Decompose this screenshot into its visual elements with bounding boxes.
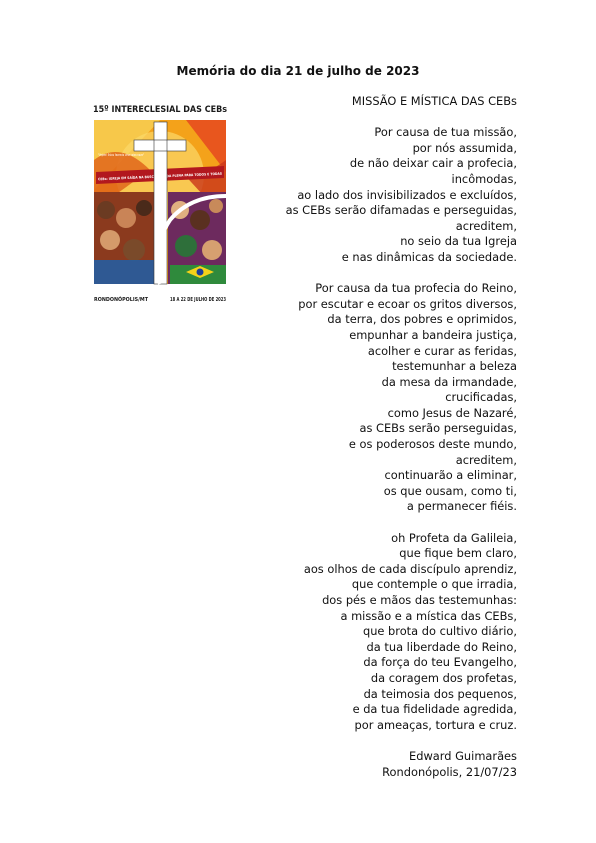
poem-stanza-2 [217,281,517,515]
signature-author: Edward Guimarães [409,748,517,763]
poem-line: de não deixar cair a profecia, [349,156,517,171]
poem-line: testemunhar a beleza [392,359,517,374]
poem-line: da força do teu Evangelho, [363,655,517,670]
poem-line: acolher e curar as feridas, [367,343,517,358]
poem-line: por escutar e ecoar os gritos diversos, [298,296,517,311]
poem-line: e os poderosos deste mundo, [348,437,517,452]
poem-line: por nós assumida, [412,140,517,155]
poster-quote: "Vejam! Estou fazendo uma coisa nova" [98,153,145,157]
poem-stanza-1 [217,125,517,265]
poem-line: por ameaças, tortura e cruz. [354,717,517,732]
poem-line: ao lado dos invisibilizados e excluídos, [297,187,517,202]
poem-line: incômodas, [451,171,517,186]
poem-line: e da tua fidelidade agredida, [352,702,517,717]
poem-line: a missão e a mística das CEBs, [340,608,517,623]
poem-line: no seio da tua Igreja [400,234,517,249]
stanza-break [217,266,517,282]
poem-line: como Jesus de Nazaré, [387,405,517,420]
poem-line: as CEBs serão perseguidas, [359,421,517,436]
poem-line: empunhar a bandeira justiça, [349,327,517,342]
poem-line: da teimosia dos pequenos, [363,686,517,701]
poem-line: da coragem dos profetas, [370,670,517,685]
poem [217,94,517,780]
poem-line: que brota do cultivo diário, [362,624,517,639]
poem-line: e nas dinâmicas da sociedade. [341,249,517,264]
stanza-break [217,515,517,531]
poem-line: a permanecer fiéis. [406,499,517,514]
poem-line: Por causa da tua profecia do Reino, [315,281,517,296]
poem-line: oh Profeta da Galileia, [391,530,517,545]
signature [217,749,517,780]
poem-line: as CEBs serão difamadas e perseguidas, [285,203,517,218]
poem-line: crucificadas, [445,390,517,405]
poster-heading: 15º INTERECLESIAL DAS CEBs [93,104,228,115]
poem-line: que fique bem claro, [399,546,517,561]
poem-line: os que ousam, como ti, [383,483,517,498]
poem-line: aos olhos de cada discípulo aprendiz, [303,561,517,576]
poem-line: dos pés e mãos das testemunhas: [322,593,517,607]
poster-dates: 18 A 22 DE JULHO DE 2023 [170,297,227,303]
document-title: Memória do dia 21 de julho de 2023 [176,64,420,78]
poem-line: continuarão a eliminar, [384,468,517,483]
event-poster [90,100,230,306]
poster-location: RONDONÓPOLIS/MT [94,297,152,303]
poem-line: que contemple o que irradia, [351,577,517,592]
poem-heading: MISSÃO E MÍSTICA DAS CEBs [351,94,517,108]
stanza-break [217,733,517,749]
poem-line: da mesa da irmandade, [381,374,517,389]
poem-line: Por causa de tua missão, [374,125,517,140]
poem-stanza-3 [217,531,517,734]
poem-line: acreditem, [455,218,517,233]
signature-place-date: Rondonópolis, 21/07/23 [382,764,517,779]
poem-line: da terra, dos pobres e oprimidos, [327,312,517,327]
poem-line: da tua liberdade do Reino, [366,639,517,654]
poem-line: acreditem, [455,452,517,467]
